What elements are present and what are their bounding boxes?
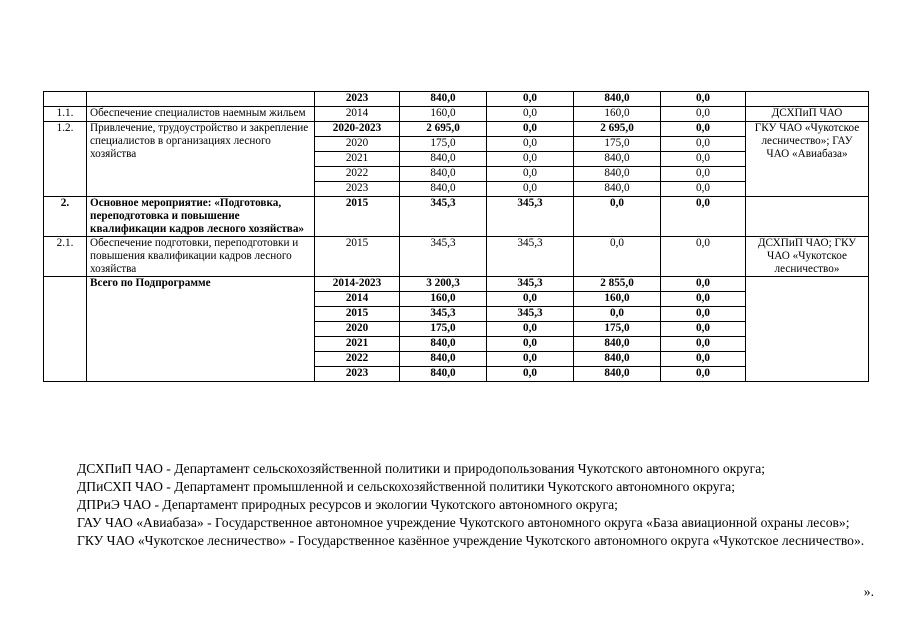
executor-cell: ДСХПиП ЧАО <box>746 107 869 122</box>
total-cell: 840,0 <box>400 182 487 197</box>
item-number: 1.2. <box>44 122 87 197</box>
total-cell: 175,0 <box>400 137 487 152</box>
total-cell: 3 200,3 <box>400 277 487 292</box>
regional-cell: 840,0 <box>574 337 661 352</box>
year-cell: 2021 <box>315 152 400 167</box>
federal-cell: 0,0 <box>487 167 574 182</box>
other-cell: 0,0 <box>661 122 746 137</box>
other-cell: 0,0 <box>661 292 746 307</box>
closing-quote: ». <box>863 584 874 599</box>
regional-cell: 840,0 <box>574 352 661 367</box>
item-name: Обеспечение подготовки, переподготовки и повышения квалификации кадров лесного хозяйства <box>87 237 315 277</box>
note-paragraph: ДПРиЭ ЧАО - Департамент природных ресурсов и экологии Чукотского автономного округа; <box>77 497 618 512</box>
other-cell: 0,0 <box>661 152 746 167</box>
other-cell: 0,0 <box>661 92 746 107</box>
federal-cell: 0,0 <box>487 322 574 337</box>
note-paragraph: ДПиСХП ЧАО - Департамент промышленной и сельскохозяйственной политики Чукотского автономного округа; <box>77 479 735 494</box>
regional-cell: 0,0 <box>574 197 661 237</box>
table-row <box>44 237 869 277</box>
year-cell: 2023 <box>315 367 400 382</box>
regional-cell: 2 855,0 <box>574 277 661 292</box>
regional-cell: 840,0 <box>574 167 661 182</box>
table-row <box>44 197 869 237</box>
regional-cell: 0,0 <box>574 237 661 277</box>
executor-cell: ДСХПиП ЧАО; ГКУ ЧАО «Чукотское лесничество» <box>746 237 869 277</box>
federal-cell: 345,3 <box>487 237 574 277</box>
other-cell: 0,0 <box>661 107 746 122</box>
year-cell: 2015 <box>315 307 400 322</box>
total-cell: 345,3 <box>400 307 487 322</box>
table-row <box>44 277 869 292</box>
year-cell: 2014-2023 <box>315 277 400 292</box>
note-paragraph: ДСХПиП ЧАО - Департамент сельскохозяйственной политики и природопользования Чукотского автономного округа; <box>77 461 766 476</box>
total-cell: 2 695,0 <box>400 122 487 137</box>
item-name: Основное мероприятие: «Подготовка, переподготовка и повышение квалификации кадров лесного хозяйства» <box>87 197 315 237</box>
federal-cell: 0,0 <box>487 122 574 137</box>
federal-cell: 0,0 <box>487 107 574 122</box>
other-cell: 0,0 <box>661 137 746 152</box>
note-paragraph: ГКУ ЧАО «Чукотское лесничество» - Государственное казённое учреждение Чукотского автономного округа «Чукотское лесничество». <box>77 533 865 548</box>
item-name: Привлечение, трудоустройство и закрепление специалистов в организациях лесного хозяйства <box>87 122 315 197</box>
year-cell: 2023 <box>315 182 400 197</box>
regional-cell: 840,0 <box>574 92 661 107</box>
other-cell: 0,0 <box>661 197 746 237</box>
year-cell: 2014 <box>315 292 400 307</box>
other-cell: 0,0 <box>661 182 746 197</box>
year-cell: 2023 <box>315 92 400 107</box>
year-cell: 2015 <box>315 197 400 237</box>
other-cell: 0,0 <box>661 237 746 277</box>
other-cell: 0,0 <box>661 307 746 322</box>
federal-cell: 345,3 <box>487 307 574 322</box>
total-cell: 345,3 <box>400 197 487 237</box>
regional-cell: 160,0 <box>574 107 661 122</box>
federal-cell: 345,3 <box>487 197 574 237</box>
federal-cell: 0,0 <box>487 352 574 367</box>
total-cell: 840,0 <box>400 367 487 382</box>
total-cell: 840,0 <box>400 92 487 107</box>
regional-cell: 0,0 <box>574 307 661 322</box>
other-cell: 0,0 <box>661 322 746 337</box>
abbreviation-notes <box>43 460 875 550</box>
other-cell: 0,0 <box>661 352 746 367</box>
total-cell: 840,0 <box>400 167 487 182</box>
year-cell: 2022 <box>315 352 400 367</box>
year-cell: 2020 <box>315 322 400 337</box>
regional-cell: 840,0 <box>574 367 661 382</box>
year-cell: 2014 <box>315 107 400 122</box>
year-cell: 2021 <box>315 337 400 352</box>
federal-cell: 0,0 <box>487 337 574 352</box>
table-row <box>44 107 869 122</box>
other-cell: 0,0 <box>661 337 746 352</box>
regional-cell: 2 695,0 <box>574 122 661 137</box>
federal-cell: 0,0 <box>487 292 574 307</box>
budget-table <box>43 91 869 382</box>
item-number: 1.1. <box>44 107 87 122</box>
federal-cell: 0,0 <box>487 92 574 107</box>
other-cell: 0,0 <box>661 277 746 292</box>
regional-cell: 840,0 <box>574 152 661 167</box>
year-cell: 2015 <box>315 237 400 277</box>
table-row <box>44 92 869 107</box>
total-cell: 840,0 <box>400 152 487 167</box>
item-number: 2.1. <box>44 237 87 277</box>
total-cell: 840,0 <box>400 337 487 352</box>
total-cell: 840,0 <box>400 352 487 367</box>
note-paragraph: ГАУ ЧАО «Авиабаза» - Государственное автономное учреждение Чукотского автономного округа «База авиационной охраны лесов»; <box>77 515 850 530</box>
regional-cell: 175,0 <box>574 322 661 337</box>
total-cell: 160,0 <box>400 292 487 307</box>
federal-cell: 0,0 <box>487 152 574 167</box>
other-cell: 0,0 <box>661 167 746 182</box>
total-label: Всего по Подпрограмме <box>87 277 315 382</box>
federal-cell: 345,3 <box>487 277 574 292</box>
total-cell: 345,3 <box>400 237 487 277</box>
federal-cell: 0,0 <box>487 367 574 382</box>
executor-cell: ГКУ ЧАО «Чукотское лесничество»; ГАУ ЧАО «Авиабаза» <box>746 122 869 197</box>
year-cell: 2020 <box>315 137 400 152</box>
year-cell: 2022 <box>315 167 400 182</box>
other-cell: 0,0 <box>661 367 746 382</box>
regional-cell: 175,0 <box>574 137 661 152</box>
regional-cell: 160,0 <box>574 292 661 307</box>
item-name: Обеспечение специалистов наемным жильем <box>87 107 315 122</box>
item-number: 2. <box>44 197 87 237</box>
regional-cell: 840,0 <box>574 182 661 197</box>
federal-cell: 0,0 <box>487 182 574 197</box>
total-cell: 160,0 <box>400 107 487 122</box>
federal-cell: 0,0 <box>487 137 574 152</box>
total-cell: 175,0 <box>400 322 487 337</box>
table-row <box>44 122 869 137</box>
year-cell: 2020-2023 <box>315 122 400 137</box>
